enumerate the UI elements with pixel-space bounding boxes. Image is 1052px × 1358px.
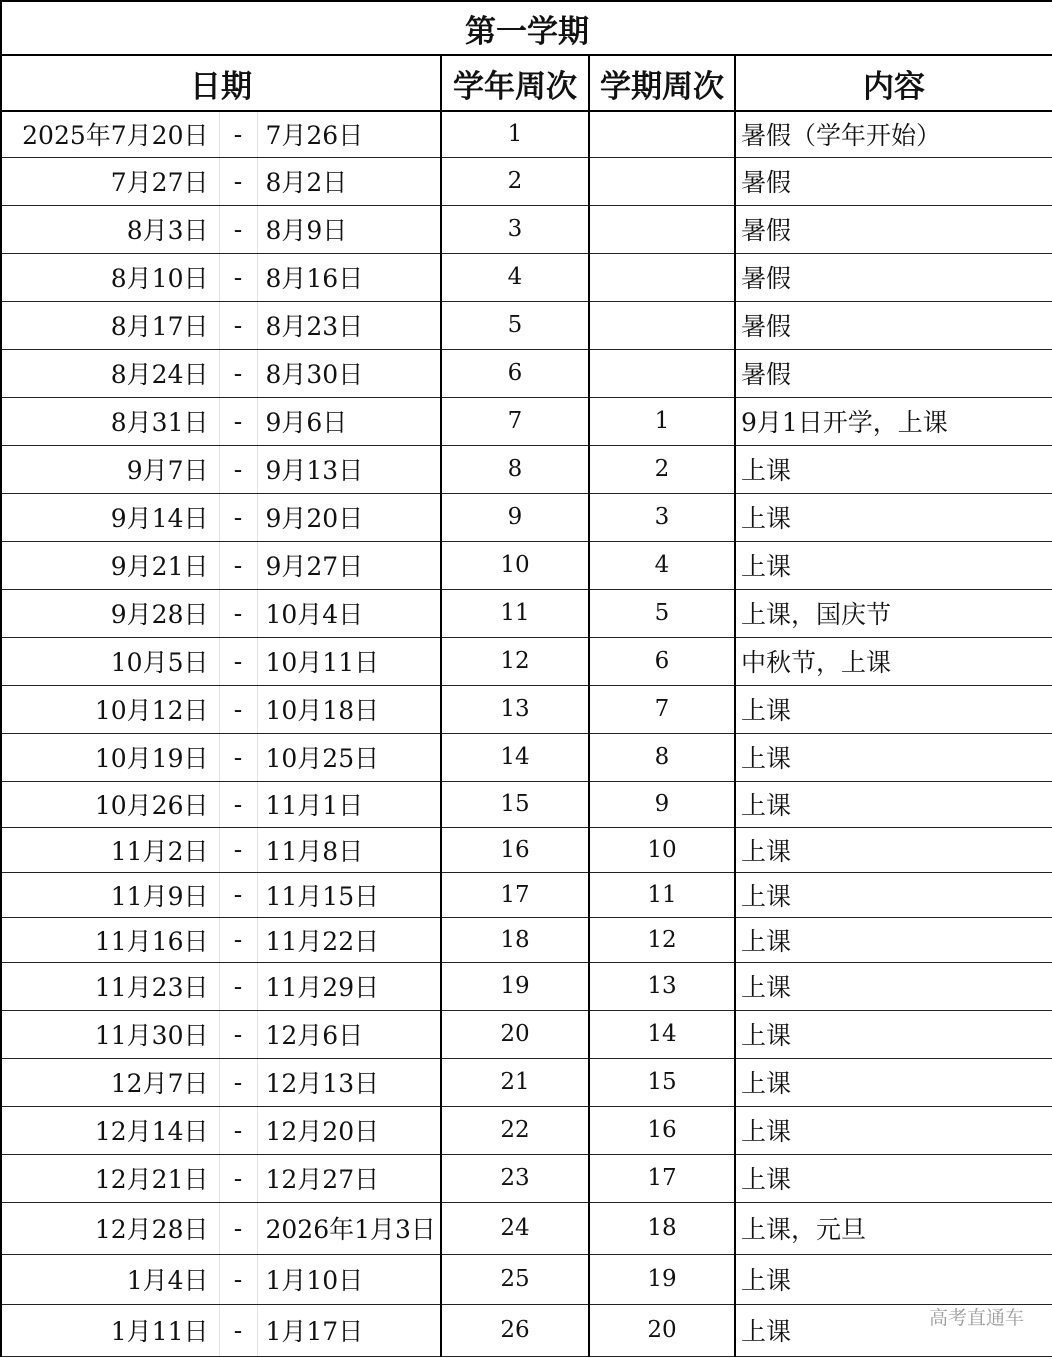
table-row — [1, 1254, 1052, 1304]
content-cell: 上课 — [735, 493, 1052, 541]
table-row — [1, 301, 1052, 349]
table-row — [1, 157, 1052, 205]
year-week-cell: 9 — [441, 493, 589, 541]
date-separator-cell: - — [219, 733, 257, 781]
content-cell: 上课 — [735, 781, 1052, 827]
term-week-cell: 7 — [589, 685, 735, 733]
date-start-cell: 9月21日 — [1, 541, 219, 589]
content-cell: 9月1日开学，上课 — [735, 397, 1052, 445]
date-separator-cell: - — [219, 685, 257, 733]
table-row — [1, 493, 1052, 541]
year-week-cell: 23 — [441, 1154, 589, 1202]
title-row — [1, 1, 1052, 55]
term-week-cell: 19 — [589, 1254, 735, 1304]
date-start-cell: 11月2日 — [1, 827, 219, 872]
date-end-cell: 11月22日 — [257, 917, 441, 962]
year-week-cell: 25 — [441, 1254, 589, 1304]
table-row — [1, 733, 1052, 781]
date-separator-cell: - — [219, 962, 257, 1010]
year-week-cell: 3 — [441, 205, 589, 253]
term-week-cell: 8 — [589, 733, 735, 781]
table-row — [1, 205, 1052, 253]
content-cell: 上课 — [735, 962, 1052, 1010]
table-row — [1, 111, 1052, 157]
date-start-cell: 10月5日 — [1, 637, 219, 685]
date-end-cell: 8月2日 — [257, 157, 441, 205]
term-week-cell: 15 — [589, 1058, 735, 1106]
date-separator-cell: - — [219, 1010, 257, 1058]
table-row — [1, 589, 1052, 637]
date-start-cell: 8月10日 — [1, 253, 219, 301]
term-week-cell: 10 — [589, 827, 735, 872]
content-cell: 上课 — [735, 1010, 1052, 1058]
watermark: 高考直通车 — [928, 1307, 1024, 1329]
header-term-week: 学期周次 — [589, 55, 735, 111]
date-separator-cell: - — [219, 1106, 257, 1154]
date-end-cell: 12月6日 — [257, 1010, 441, 1058]
term-week-cell — [589, 205, 735, 253]
year-week-cell: 5 — [441, 301, 589, 349]
content-cell: 暑假 — [735, 157, 1052, 205]
term-week-cell: 14 — [589, 1010, 735, 1058]
content-cell: 暑假 — [735, 205, 1052, 253]
date-separator-cell: - — [219, 253, 257, 301]
date-start-cell: 2025年7月20日 — [1, 111, 219, 157]
content-cell: 中秋节，上课 — [735, 637, 1052, 685]
date-separator-cell: - — [219, 1254, 257, 1304]
term-week-cell: 18 — [589, 1202, 735, 1254]
term-week-cell: 6 — [589, 637, 735, 685]
content-cell: 上课 — [735, 733, 1052, 781]
content-cell: 上课，国庆节 — [735, 589, 1052, 637]
date-separator-cell: - — [219, 541, 257, 589]
date-start-cell: 9月7日 — [1, 445, 219, 493]
date-separator-cell: - — [219, 1304, 257, 1356]
table-row — [1, 1106, 1052, 1154]
header-content: 内容 — [735, 55, 1052, 111]
date-end-cell: 10月11日 — [257, 637, 441, 685]
date-separator-cell: - — [219, 872, 257, 917]
year-week-cell: 6 — [441, 349, 589, 397]
table-row — [1, 637, 1052, 685]
date-start-cell: 11月23日 — [1, 962, 219, 1010]
term-week-cell — [589, 253, 735, 301]
year-week-cell: 21 — [441, 1058, 589, 1106]
year-week-cell: 17 — [441, 872, 589, 917]
date-separator-cell: - — [219, 637, 257, 685]
date-start-cell: 11月16日 — [1, 917, 219, 962]
table-row — [1, 872, 1052, 917]
year-week-cell: 16 — [441, 827, 589, 872]
date-start-cell: 12月28日 — [1, 1202, 219, 1254]
year-week-cell: 4 — [441, 253, 589, 301]
table-row — [1, 1304, 1052, 1356]
term-week-cell: 5 — [589, 589, 735, 637]
content-cell: 上课 — [735, 917, 1052, 962]
term-week-cell — [589, 157, 735, 205]
year-week-cell: 8 — [441, 445, 589, 493]
date-start-cell: 12月21日 — [1, 1154, 219, 1202]
date-end-cell: 12月20日 — [257, 1106, 441, 1154]
year-week-cell: 7 — [441, 397, 589, 445]
date-end-cell: 1月10日 — [257, 1254, 441, 1304]
date-separator-cell: - — [219, 397, 257, 445]
date-start-cell: 7月27日 — [1, 157, 219, 205]
content-cell: 暑假 — [735, 253, 1052, 301]
year-week-cell: 10 — [441, 541, 589, 589]
content-cell: 上课 — [735, 541, 1052, 589]
date-start-cell: 8月17日 — [1, 301, 219, 349]
date-separator-cell: - — [219, 827, 257, 872]
date-end-cell: 2026年1月3日 — [257, 1202, 441, 1254]
table-row — [1, 1058, 1052, 1106]
date-end-cell: 8月30日 — [257, 349, 441, 397]
date-separator-cell: - — [219, 301, 257, 349]
date-end-cell: 10月18日 — [257, 685, 441, 733]
date-end-cell: 1月17日 — [257, 1304, 441, 1356]
content-cell: 上课 — [735, 1254, 1052, 1304]
term-week-cell: 3 — [589, 493, 735, 541]
term-week-cell: 17 — [589, 1154, 735, 1202]
date-end-cell: 11月29日 — [257, 962, 441, 1010]
content-cell: 上课，元旦 — [735, 1202, 1052, 1254]
table-row — [1, 917, 1052, 962]
header-year-week: 学年周次 — [441, 55, 589, 111]
term-week-cell — [589, 301, 735, 349]
term-week-cell: 4 — [589, 541, 735, 589]
date-separator-cell: - — [219, 1202, 257, 1254]
date-start-cell: 9月14日 — [1, 493, 219, 541]
date-end-cell: 9月13日 — [257, 445, 441, 493]
term-week-cell — [589, 111, 735, 157]
term-week-cell: 12 — [589, 917, 735, 962]
date-start-cell: 12月14日 — [1, 1106, 219, 1154]
date-separator-cell: - — [219, 205, 257, 253]
year-week-cell: 2 — [441, 157, 589, 205]
date-end-cell: 8月23日 — [257, 301, 441, 349]
table-row — [1, 781, 1052, 827]
date-end-cell: 11月8日 — [257, 827, 441, 872]
date-end-cell: 9月27日 — [257, 541, 441, 589]
page-title: 第一学期 — [1, 1, 1052, 55]
table-row — [1, 685, 1052, 733]
date-end-cell: 10月25日 — [257, 733, 441, 781]
content-cell: 上课 — [735, 1106, 1052, 1154]
date-start-cell: 12月7日 — [1, 1058, 219, 1106]
date-end-cell: 10月4日 — [257, 589, 441, 637]
date-separator-cell: - — [219, 1154, 257, 1202]
term-week-cell: 11 — [589, 872, 735, 917]
date-separator-cell: - — [219, 445, 257, 493]
date-end-cell: 8月16日 — [257, 253, 441, 301]
date-separator-cell: - — [219, 917, 257, 962]
year-week-cell: 18 — [441, 917, 589, 962]
date-end-cell: 12月27日 — [257, 1154, 441, 1202]
date-end-cell: 9月20日 — [257, 493, 441, 541]
term-week-cell: 2 — [589, 445, 735, 493]
date-separator-cell: - — [219, 111, 257, 157]
term-week-cell: 20 — [589, 1304, 735, 1356]
date-end-cell: 8月9日 — [257, 205, 441, 253]
date-separator-cell: - — [219, 781, 257, 827]
date-start-cell: 8月3日 — [1, 205, 219, 253]
table-row — [1, 349, 1052, 397]
date-start-cell: 8月31日 — [1, 397, 219, 445]
content-cell: 上课 — [735, 872, 1052, 917]
year-week-cell: 13 — [441, 685, 589, 733]
year-week-cell: 26 — [441, 1304, 589, 1356]
date-start-cell: 8月24日 — [1, 349, 219, 397]
date-start-cell: 10月19日 — [1, 733, 219, 781]
date-start-cell: 10月12日 — [1, 685, 219, 733]
year-week-cell: 1 — [441, 111, 589, 157]
year-week-cell: 24 — [441, 1202, 589, 1254]
table-row — [1, 397, 1052, 445]
content-cell: 上课 — [735, 1154, 1052, 1202]
date-separator-cell: - — [219, 589, 257, 637]
year-week-cell: 15 — [441, 781, 589, 827]
table-row — [1, 1202, 1052, 1254]
header-row — [1, 55, 1052, 111]
date-separator-cell: - — [219, 157, 257, 205]
header-date: 日期 — [1, 55, 441, 111]
content-cell: 上课 — [735, 1304, 1052, 1356]
date-end-cell: 11月15日 — [257, 872, 441, 917]
date-separator-cell: - — [219, 1058, 257, 1106]
year-week-cell: 22 — [441, 1106, 589, 1154]
date-end-cell: 7月26日 — [257, 111, 441, 157]
date-start-cell: 10月26日 — [1, 781, 219, 827]
table-row — [1, 1010, 1052, 1058]
content-cell: 上课 — [735, 445, 1052, 493]
content-cell: 上课 — [735, 685, 1052, 733]
content-cell: 暑假（学年开始） — [735, 111, 1052, 157]
date-start-cell: 11月9日 — [1, 872, 219, 917]
year-week-cell: 19 — [441, 962, 589, 1010]
content-cell: 暑假 — [735, 301, 1052, 349]
date-end-cell: 12月13日 — [257, 1058, 441, 1106]
term-week-cell: 9 — [589, 781, 735, 827]
date-end-cell: 9月6日 — [257, 397, 441, 445]
date-end-cell: 11月1日 — [257, 781, 441, 827]
date-separator-cell: - — [219, 349, 257, 397]
table-row — [1, 962, 1052, 1010]
table-row — [1, 827, 1052, 872]
content-cell: 上课 — [735, 1058, 1052, 1106]
date-start-cell: 11月30日 — [1, 1010, 219, 1058]
term-week-cell — [589, 349, 735, 397]
year-week-cell: 12 — [441, 637, 589, 685]
date-start-cell: 1月11日 — [1, 1304, 219, 1356]
table-row — [1, 1154, 1052, 1202]
date-start-cell: 9月28日 — [1, 589, 219, 637]
term-week-cell: 16 — [589, 1106, 735, 1154]
year-week-cell: 20 — [441, 1010, 589, 1058]
term-week-cell: 13 — [589, 962, 735, 1010]
year-week-cell: 11 — [441, 589, 589, 637]
content-cell: 上课 — [735, 827, 1052, 872]
table-row — [1, 253, 1052, 301]
content-cell: 暑假 — [735, 349, 1052, 397]
date-start-cell: 1月4日 — [1, 1254, 219, 1304]
table-row — [1, 541, 1052, 589]
date-separator-cell: - — [219, 493, 257, 541]
year-week-cell: 14 — [441, 733, 589, 781]
table-row — [1, 445, 1052, 493]
table-body — [1, 111, 1052, 1356]
term-week-cell: 1 — [589, 397, 735, 445]
